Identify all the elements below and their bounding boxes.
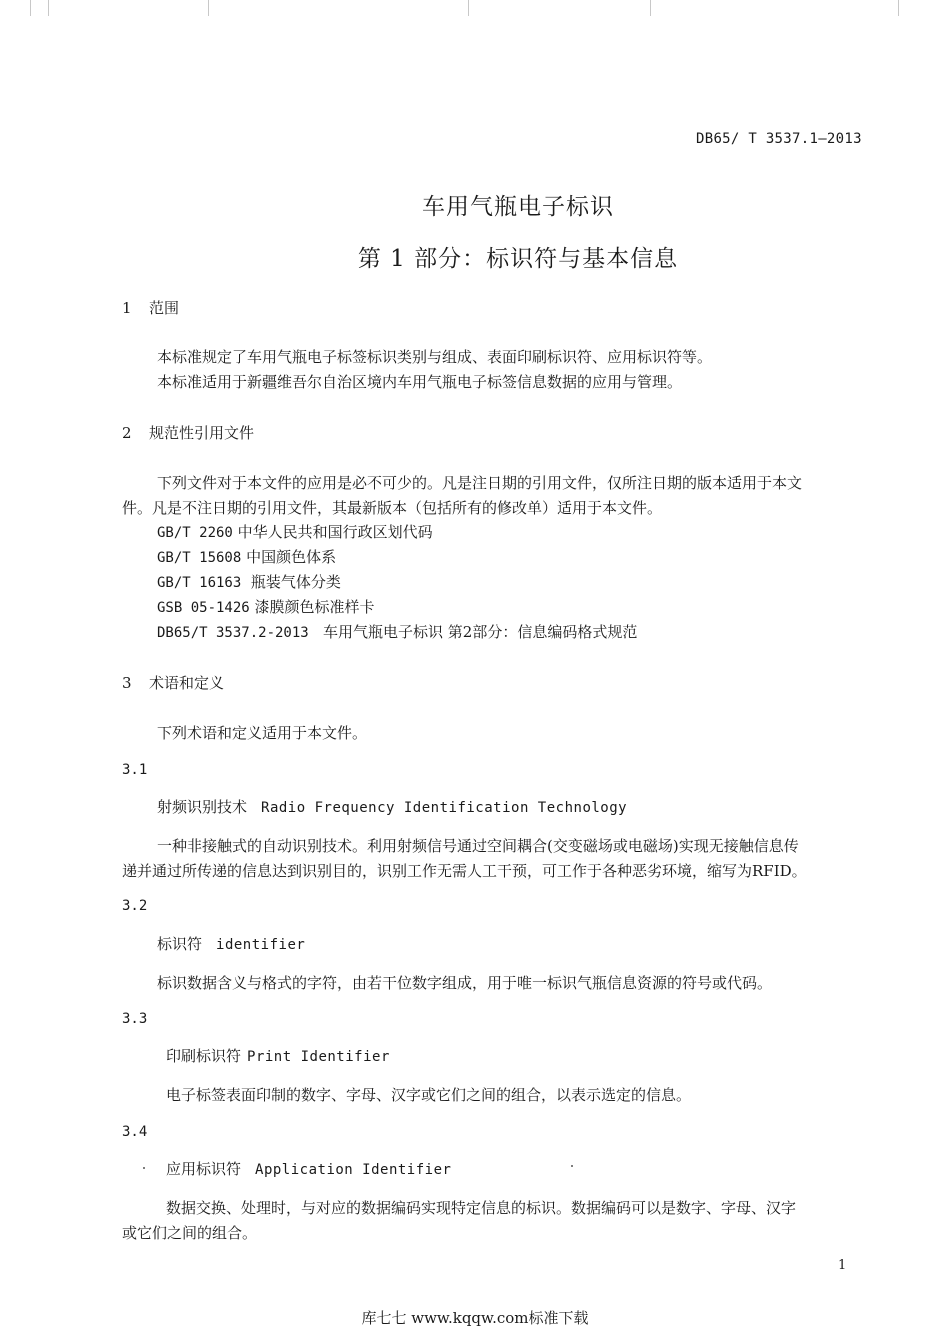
term-entry [166,1045,390,1066]
term-definition: 一种非接触式的自动识别技术。利用射频信号通过空间耦合(交变磁场或电磁场)实现无接触信息传 [157,837,799,855]
term-zh: 标识符 [157,935,203,953]
section-number: 1 [122,299,132,317]
reference-item [157,571,341,592]
scan-mark [30,0,31,16]
clause-number: 3.3 [122,1011,148,1027]
scan-speck [143,1167,145,1169]
reference-title: 中华人民共和国行政区划代码 [237,523,433,541]
document-subtitle: 第 1 部分：标识符与基本信息 [357,246,679,272]
section-title: 范围 [149,299,180,317]
scan-mark [48,0,49,16]
term-entry [157,933,305,954]
clause-number: 3.1 [122,762,148,778]
term-en: Application Identifier [255,1162,452,1178]
reference-item [157,521,433,542]
scope-paragraph: 本标准适用于新疆维吾尔自治区境内车用气瓶电子标签信息数据的应用与管理。 [157,373,683,391]
term-definition: 标识数据含义与格式的字符，由若干位数字组成，用于唯一标识气瓶信息资源的符号或代码。 [157,974,773,992]
term-definition: 数据交换、处理时，与对应的数据编码实现特定信息的标识。数据编码可以是数字、字母、汉字 [166,1199,797,1217]
document-title: 车用气瓶电子标识 [422,194,614,220]
scope-paragraph: 本标准规定了车用气瓶电子标签标识类别与组成、表面印刷标识符、应用标识符等。 [157,348,713,366]
clause-number: 3.2 [122,898,148,914]
page-number: 1 [838,1258,847,1273]
term-entry [166,1158,451,1179]
term-en: Print Identifier [247,1049,390,1065]
section-heading-normative [122,422,254,443]
reference-code: GB/T 2260 [157,525,233,541]
scan-mark [898,0,899,16]
section-number: 2 [122,424,132,442]
standard-code: DB65/ T 3537.1—2013 [696,131,862,147]
section-title: 术语和定义 [149,674,225,692]
reference-title: 车用气瓶电子标识 第2部分：信息编码格式规范 [323,623,638,641]
scan-mark [208,0,209,16]
normative-intro-line: 件。凡是不注日期的引用文件，其最新版本（包括所有的修改单）适用于本文件。 [122,499,663,517]
clause-number: 3.4 [122,1124,148,1140]
terms-intro: 下列术语和定义适用于本文件。 [157,724,368,742]
reference-title: 中国颜色体系 [246,548,337,566]
normative-intro-line: 下列文件对于本文件的应用是必不可少的。凡是注日期的引用文件，仅所注日期的版本适用于本文 [157,474,803,492]
scan-mark [650,0,651,16]
term-en: Radio Frequency Identification Technology [261,800,628,816]
reference-item [157,546,336,567]
term-zh: 射频识别技术 [157,798,248,816]
reference-code: GB/T 16163 [157,575,242,591]
term-zh: 应用标识符 [166,1160,242,1178]
section-heading-terms [122,672,224,693]
footer-watermark: 库七七 www.kqqw.com标准下载 [361,1309,589,1327]
reference-code: DB65/T 3537.2-2013 [157,625,309,641]
section-title: 规范性引用文件 [149,424,255,442]
reference-item [157,621,637,642]
scan-speck [571,1165,573,1167]
term-definition: 电子标签表面印制的数字、字母、汉字或它们之间的组合，以表示选定的信息。 [166,1086,692,1104]
term-definition: 递并通过所传递的信息达到识别目的，识别工作无需人工干预，可工作于各种恶劣环境，缩写为RFID。 [122,862,807,880]
reference-code: GSB 05-1426 [157,600,250,616]
term-entry [157,796,627,817]
section-heading-scope [122,297,179,318]
term-zh: 印刷标识符 [166,1047,242,1065]
reference-title: 瓶装气体分类 [250,573,341,591]
reference-title: 漆膜颜色标准样卡 [254,598,375,616]
reference-code: GB/T 15608 [157,550,242,566]
reference-item [157,596,375,617]
term-definition: 或它们之间的组合。 [122,1224,258,1242]
section-number: 3 [122,674,132,692]
term-en: identifier [216,937,306,953]
scan-mark [468,0,469,16]
